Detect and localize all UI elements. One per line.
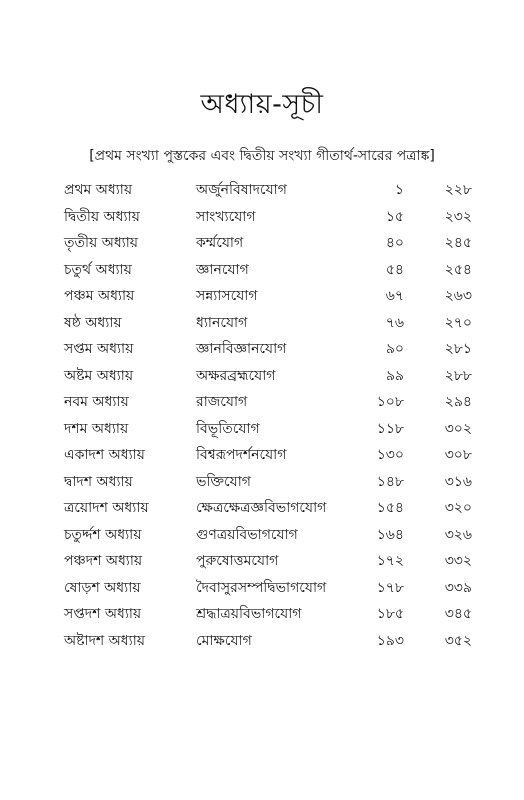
chapter-name: ষষ্ঠ অধ্যায় xyxy=(64,314,122,331)
toc-row xyxy=(0,205,524,232)
chapter-title: ক্ষেত্রক্ষেত্রজ্ঞবিভাগযোগ xyxy=(196,500,327,516)
page-gitartha: ৩২৬ xyxy=(444,526,472,543)
toc-row xyxy=(0,629,524,656)
chapter-name: তৃতীয় অধ্যায় xyxy=(64,235,139,251)
page-gitartha: ২২৮ xyxy=(444,182,472,198)
page-book: ১১৮ xyxy=(376,420,404,437)
page-gitartha: ৩৫২ xyxy=(444,632,472,649)
chapter-title: শ্রদ্ধাত্রয়বিভাগযোগ xyxy=(196,606,302,622)
page-book: ১৩০ xyxy=(376,447,404,463)
page-book: ১০৮ xyxy=(376,394,404,410)
toc-row xyxy=(0,364,524,391)
toc-row xyxy=(0,337,524,364)
page-book: ৪০ xyxy=(385,235,404,251)
chapter-name: চতুর্থ অধ্যায় xyxy=(64,261,132,278)
chapter-title: কর্ম্মযোগ xyxy=(196,235,244,251)
chapter-name: নবম অধ্যায় xyxy=(64,394,129,410)
chapter-name: চতুর্দ্দশ অধ্যায় xyxy=(64,526,142,543)
page-book: ১৮৫ xyxy=(376,606,404,622)
toc-row xyxy=(0,496,524,523)
toc-row xyxy=(0,470,524,497)
chapter-title: বিশ্বরূপদর্শনযোগ xyxy=(196,447,287,463)
toc-row xyxy=(0,417,524,444)
chapter-name: ত্রয়োদশ অধ্যায় xyxy=(64,500,149,516)
page-book: ১৯৩ xyxy=(376,632,404,649)
page-book: ১৫ xyxy=(385,208,404,225)
chapter-name: একাদশ অধ্যায় xyxy=(64,447,145,463)
chapter-title: জ্ঞানবিজ্ঞানযোগ xyxy=(196,341,287,357)
chapter-title: রাজযোগ xyxy=(196,394,248,410)
chapter-title: গুণত্রয়বিভাগযোগ xyxy=(196,526,298,543)
chapter-name: দ্বাদশ অধ্যায় xyxy=(64,473,133,490)
page-gitartha: ২৯৪ xyxy=(444,394,472,410)
page-gitartha: ৩৩২ xyxy=(444,553,472,569)
chapter-title: সন্ন্যাসযোগ xyxy=(196,288,258,304)
toc-row xyxy=(0,311,524,338)
chapter-name: অষ্টাদশ অধ্যায় xyxy=(64,632,146,649)
toc-row xyxy=(0,231,524,258)
page-gitartha: ৩৪৫ xyxy=(444,606,472,622)
chapter-name: পঞ্চদশ অধ্যায় xyxy=(64,553,143,569)
chapter-name: ষোড়শ অধ্যায় xyxy=(64,579,141,596)
toc-row xyxy=(0,178,524,205)
page-book: ১৬৪ xyxy=(376,526,404,543)
page-gitartha: ২৮১ xyxy=(444,341,472,357)
chapter-title: অর্জুনবিষাদযোগ xyxy=(196,182,287,198)
toc-row xyxy=(0,284,524,311)
chapter-title: ধ্যানযোগ xyxy=(196,314,248,331)
page-gitartha: ২৩২ xyxy=(444,208,472,225)
page-book: ১৫৪ xyxy=(376,500,404,516)
chapter-title: বিভূতিযোগ xyxy=(196,420,260,437)
page-gitartha: ৩১৬ xyxy=(444,473,472,490)
page-book: ৫৪ xyxy=(385,261,404,278)
chapter-title: অক্ষরব্রহ্মযোগ xyxy=(196,367,276,384)
page-book: ১৭২ xyxy=(376,553,404,569)
page-gitartha: ৩২০ xyxy=(444,500,472,516)
toc-row xyxy=(0,549,524,576)
toc-row xyxy=(0,602,524,629)
page-number-note: [প্রথম সংখ্যা পুস্তকের এবং দ্বিতীয় সংখ্যা গীতার্থ-সারের পত্রাঙ্ক] xyxy=(89,148,435,164)
page-gitartha: ২৬৩ xyxy=(444,288,472,304)
chapter-name: পঞ্চম অধ্যায় xyxy=(64,288,135,304)
page-gitartha: ২৭০ xyxy=(444,314,472,331)
page-gitartha: ৩০৮ xyxy=(444,447,472,463)
chapter-name: দশম অধ্যায় xyxy=(64,420,129,437)
chapter-name: প্রথম অধ্যায় xyxy=(64,182,133,198)
page-book: ৬৭ xyxy=(385,288,404,304)
chapter-title: ভক্তিযোগ xyxy=(196,473,251,490)
chapter-name: অষ্টম অধ্যায় xyxy=(64,367,134,384)
page-gitartha: ২৮৮ xyxy=(444,367,472,384)
page-gitartha: ২৪৫ xyxy=(444,235,472,251)
page-book: ১৪৮ xyxy=(376,473,404,490)
page-title: অধ্যায়-সূচী xyxy=(200,89,324,120)
chapter-name: দ্বিতীয় অধ্যায় xyxy=(64,208,140,225)
chapter-title: মোক্ষযোগ xyxy=(196,632,252,649)
page-gitartha: ৩০২ xyxy=(444,420,472,437)
toc-row xyxy=(0,390,524,417)
toc-row xyxy=(0,443,524,470)
page-book: ৯০ xyxy=(385,341,404,357)
toc-row xyxy=(0,258,524,285)
chapter-name: সপ্তম অধ্যায় xyxy=(64,341,134,357)
chapter-name: সপ্তদশ অধ্যায় xyxy=(64,606,142,622)
table-of-contents xyxy=(0,178,524,655)
page-book: ৯৯ xyxy=(385,367,404,384)
page-gitartha: ৩৩৯ xyxy=(444,579,472,596)
chapter-title: পুরুষোত্তমযোগ xyxy=(196,553,279,569)
chapter-title: সাংখ্যযোগ xyxy=(196,208,256,225)
chapter-title: দৈবাসুরসম্পদ্বিভাগযোগ xyxy=(196,579,327,596)
page-book: ৭৬ xyxy=(385,314,404,331)
page-gitartha: ২৫৪ xyxy=(444,261,472,278)
chapter-title: জ্ঞানযোগ xyxy=(196,261,249,278)
page-book: ১৭৮ xyxy=(376,579,404,596)
page-book: ১ xyxy=(394,182,404,198)
toc-row xyxy=(0,523,524,550)
toc-row xyxy=(0,576,524,603)
